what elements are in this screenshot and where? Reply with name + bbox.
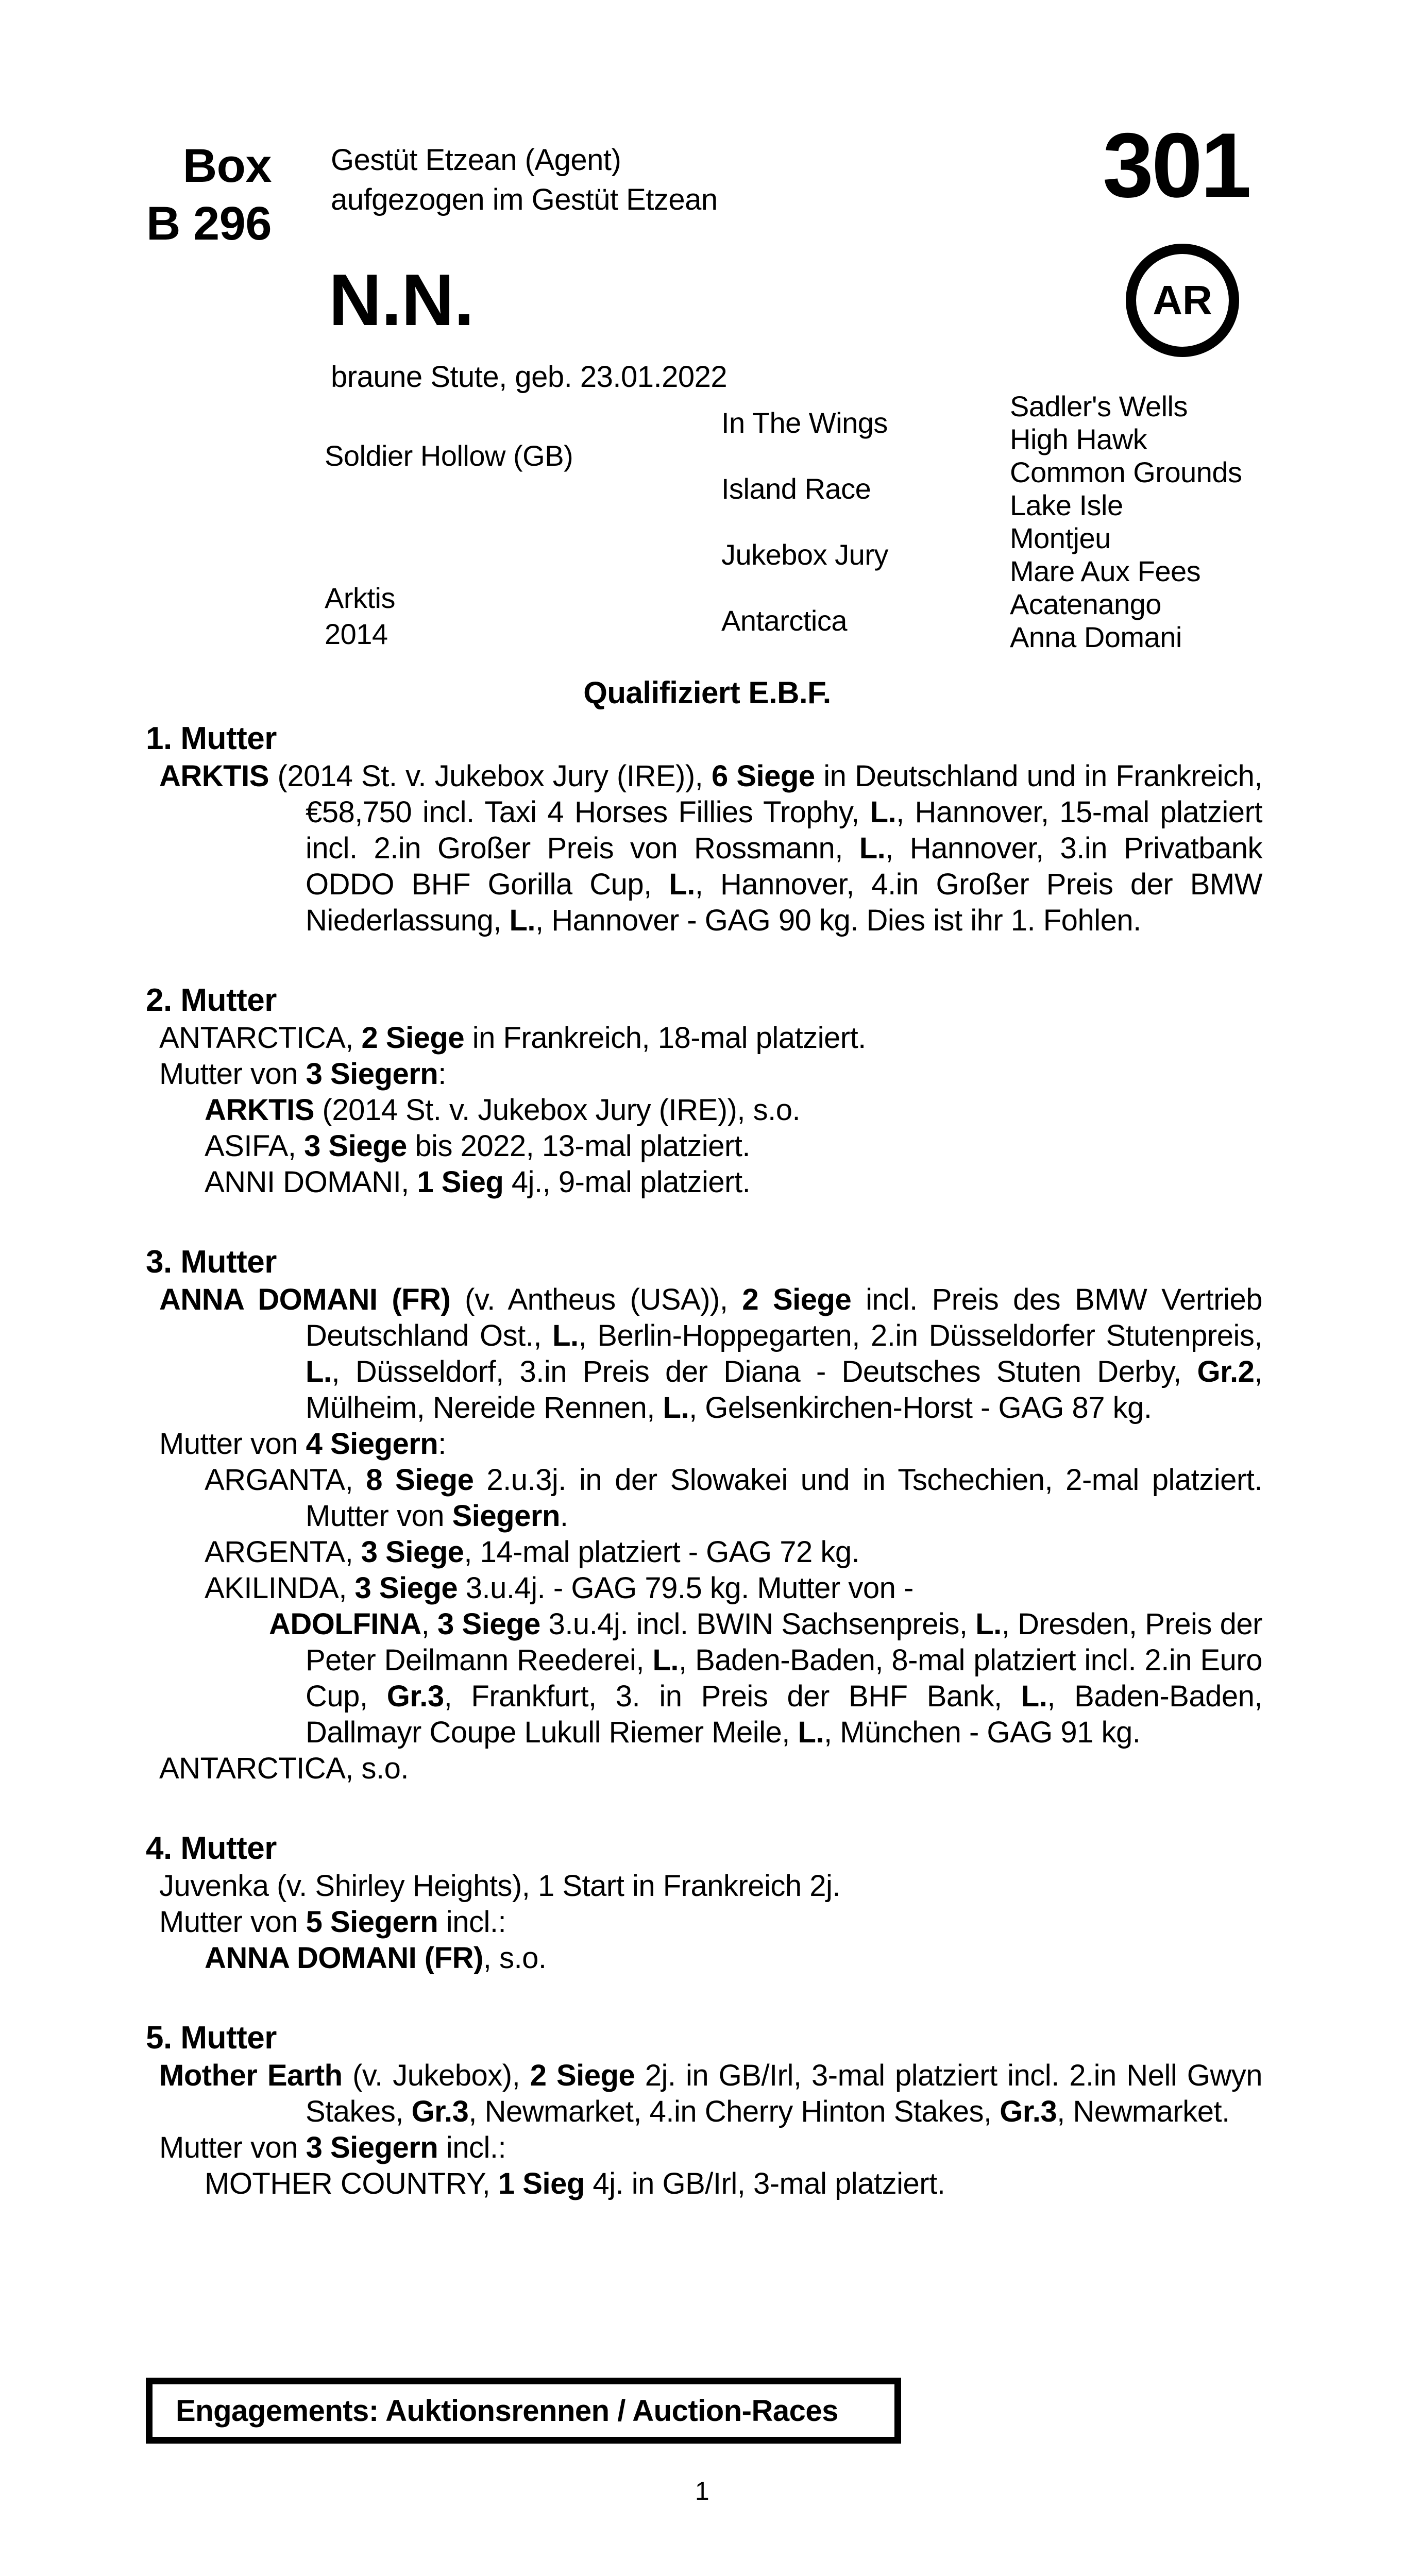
text-segment: ARGANTA, [205,1463,366,1497]
section-heading: 1. Mutter [146,721,277,756]
juvenka-details [159,1868,1262,1904]
produce-argenta [205,1534,1262,1570]
dam-dam-cell: Antarctica [721,604,847,637]
mother-earth-details [159,2058,1262,2130]
produce-anni-domani [205,1164,1262,1200]
text-segment: Mother Earth [159,2059,343,2092]
text-segment: , 14-mal platziert - GAG 72 kg. [464,1535,860,1569]
text-segment: 4j., 9-mal platziert. [503,1165,751,1199]
box-word: Box [182,140,272,192]
dam-year: 2014 [325,618,388,650]
mutter-section-3 [146,1243,1262,1787]
text-segment: 3.u.4j. incl. BWIN Sachsenpreis, [540,1607,976,1641]
text-segment: : [438,1057,446,1091]
raised-by-note: aufgezogen im Gestüt Etzean [331,183,718,216]
mutter-section-4 [146,1829,1262,1976]
gen3-cell: Anna Domani [1010,620,1182,653]
sire-sire-cell: In The Wings [721,406,888,439]
anna-domani-details [159,1282,1262,1426]
engagements-box [146,2378,901,2444]
gen3-cell: Acatenango [1010,587,1161,620]
text-segment: 8 Siege [366,1463,474,1497]
text-segment: , Dresden, Preis der Peter Deilmann Reederei, [306,1607,1262,1677]
text-segment: , Newmarket, 4.in Cherry Hinton Stakes, [468,2095,1000,2128]
text-segment: Juvenka (v. Shirley Heights), 1 Start in Frankreich 2j. [159,1869,841,1903]
text-segment: , Baden-Baden, 8-mal platziert incl. 2.in Euro Cup, [306,1643,1262,1713]
page-number: 1 [695,2477,709,2505]
stable-box-label [146,137,272,252]
horse-description: braune Stute, geb. 23.01.2022 [331,360,728,394]
text-segment: 2.u.3j. in der Slowakei und in Tschechien, 2-mal platziert. Mutter von [306,1463,1262,1533]
text-segment: , Hannover, 4.in Großer Preis der BMW Niederlassung, [306,868,1262,937]
text-segment: L. [798,1716,824,1749]
dam-cell [325,521,721,653]
text-segment: Siegern [452,1499,560,1533]
text-segment: Gr.2 [1197,1355,1255,1388]
section-heading: 5. Mutter [146,2020,277,2056]
text-segment: (2014 St. v. Jukebox Jury (IRE)), [268,759,712,793]
text-segment: 2 Siege [742,1283,852,1316]
dam-name: Arktis [325,582,395,614]
text-segment: 1 Sieg [417,1165,504,1199]
produce-asifa [205,1128,1262,1164]
engagements-label: Engagements: Auktionsrennen / Auction-Races [176,2394,838,2428]
mutter-section-2 [146,981,1262,1200]
produce-intro [159,1904,1262,1940]
text-segment: bis 2022, 13-mal platziert. [407,1129,750,1163]
produce-anna-domani [205,1940,1262,1976]
text-segment: 2j. in GB/Irl, 3-mal platziert incl. 2.in Nell Gwyn Stakes, [306,2059,1262,2128]
gen3-cell: Montjeu [1010,521,1111,554]
text-segment: L. [552,1319,579,1352]
text-segment: Gr.3 [1000,2095,1057,2128]
text-segment: 4 Siegern [306,1427,438,1461]
text-segment: 3 Siege [304,1129,407,1163]
text-segment: L. [669,868,695,901]
produce-antarctica [159,1751,1262,1787]
text-segment: L. [652,1643,679,1677]
sire-cell [325,389,721,521]
text-segment: ARKTIS [205,1093,314,1127]
text-segment: ARKTIS [159,759,269,793]
produce-intro [159,2130,1262,2166]
text-segment: : [438,1427,446,1461]
produce-adolfina [205,1606,1262,1751]
text-segment: 2 Siege [530,2059,635,2092]
text-segment: L. [859,832,886,865]
consignor-name: Gestüt Etzean (Agent) [331,143,621,177]
text-segment: ARGENTA, [205,1535,361,1569]
text-segment: , Newmarket. [1057,2095,1230,2128]
pedigree-table [325,389,1404,653]
section-heading: 3. Mutter [146,1244,277,1280]
female-family-sections [146,719,1262,2202]
text-segment: (v. Antheus (USA)), [450,1283,742,1316]
produce-intro [159,1056,1262,1092]
lot-number: 301 [1103,114,1249,216]
ebf-qualification-note: Qualifiziert E.B.F. [583,675,831,710]
text-segment: 1 Sieg [498,2167,585,2200]
text-segment: 3.u.4j. - GAG 79.5 kg. Mutter von - [458,1571,914,1605]
text-segment: in Deutschland und in Frankreich, €58,750 incl. Taxi 4 Horses Fillies Trophy, [306,759,1262,829]
text-segment: ADOLFINA [269,1607,421,1641]
text-segment: (v. Jukebox), [342,2059,530,2092]
text-segment: ANTARCTICA, s.o. [159,1752,409,1785]
text-segment: 3 Siegern [306,1057,438,1091]
text-segment: L. [509,904,536,937]
text-segment: 3 Siegern [306,2131,438,2164]
text-segment: Mutter von [159,1057,306,1091]
text-segment: MOTHER COUNTRY, [205,2167,498,2200]
text-segment: 3 Siege [361,1535,464,1569]
horse-name: N.N. [329,259,474,341]
text-segment: ASIFA, [205,1129,305,1163]
text-segment: ANTARCTICA, [159,1021,362,1055]
text-segment: in Frankreich, 18-mal platziert. [464,1021,866,1055]
text-segment: , Mülheim, Nereide Rennen, [306,1355,1262,1425]
box-number: B 296 [146,197,272,250]
dam-sire-cell: Jukebox Jury [721,538,888,571]
text-segment: L. [975,1607,1002,1641]
text-segment: (2014 St. v. Jukebox Jury (IRE)), s.o. [314,1093,801,1127]
text-segment: 3 Siege [437,1607,540,1641]
gen3-cell: Mare Aux Fees [1010,554,1201,587]
text-segment: 5 Siegern [306,1905,438,1939]
text-segment: 6 Siege [711,759,815,793]
produce-mother-country [205,2166,1262,2202]
mutter-section-5 [146,2019,1262,2202]
dam-arktis-details [159,758,1262,939]
sire-name: Soldier Hollow (GB) [325,439,573,472]
text-segment: , [421,1607,438,1641]
text-segment: L. [306,1355,332,1388]
text-segment: , s.o. [483,1941,547,1975]
text-segment: Mutter von [159,1905,306,1939]
produce-akilinda [205,1570,1262,1606]
text-segment: incl. Preis des BMW Vertrieb Deutschland Ost., [306,1283,1262,1352]
text-segment: 3 Siege [354,1571,458,1605]
text-segment: Mutter von [159,1427,306,1461]
text-segment: incl.: [438,1905,506,1939]
text-segment: ANNA DOMANI (FR) [205,1941,483,1975]
mutter-section-1 [146,719,1262,939]
section-heading: 4. Mutter [146,1831,277,1866]
text-segment: AKILINDA, [205,1571,355,1605]
text-segment: , Düsseldorf, 3.in Preis der Diana - Deutsches Stuten Derby, [331,1355,1197,1388]
produce-arktis [205,1092,1262,1128]
gen3-cell: Sadler's Wells [1010,389,1188,422]
text-segment: L. [663,1391,689,1425]
text-segment: ANNA DOMANI (FR) [159,1283,451,1316]
ar-brand-badge [1126,244,1239,357]
text-segment: . [560,1499,568,1533]
gen3-cell: Lake Isle [1010,488,1123,521]
produce-intro [159,1426,1262,1462]
consignor-block [331,140,718,219]
gen3-cell: Common Grounds [1010,455,1242,488]
section-heading: 2. Mutter [146,982,277,1018]
text-segment: , Hannover, 15-mal platziert incl. 2.in Großer Preis von Rossmann, [306,795,1262,865]
text-segment: L. [870,795,896,829]
ar-badge-text: AR [1153,277,1212,323]
sire-dam-cell: Island Race [721,472,871,505]
text-segment: , Frankfurt, 3. in Preis der BHF Bank, [444,1680,1021,1713]
text-segment: Gr.3 [411,2095,469,2128]
text-segment: , Gelsenkirchen-Horst - GAG 87 kg. [689,1391,1152,1425]
text-segment: , Baden-Baden, Dallmayr Coupe Lukull Riemer Meile, [306,1680,1262,1749]
text-segment: incl.: [438,2131,506,2164]
text-segment: 4j. in GB/Irl, 3-mal platziert. [584,2167,945,2200]
text-segment: Gr.3 [386,1680,444,1713]
antarctica-details [159,1020,1262,1056]
text-segment: , Berlin-Hoppegarten, 2.in Düsseldorfer Stutenpreis, [578,1319,1262,1352]
text-segment: Mutter von [159,2131,306,2164]
gen3-cell: High Hawk [1010,422,1147,455]
text-segment: L. [1021,1680,1047,1713]
text-segment: 2 Siege [361,1021,465,1055]
text-segment: , Hannover, 3.in Privatbank ODDO BHF Gorilla Cup, [306,832,1262,901]
text-segment: ANNI DOMANI, [205,1165,417,1199]
produce-arganta [205,1462,1262,1534]
text-segment: , München - GAG 91 kg. [824,1716,1141,1749]
text-segment: , Hannover - GAG 90 kg. Dies ist ihr 1. Fohlen. [535,904,1141,937]
